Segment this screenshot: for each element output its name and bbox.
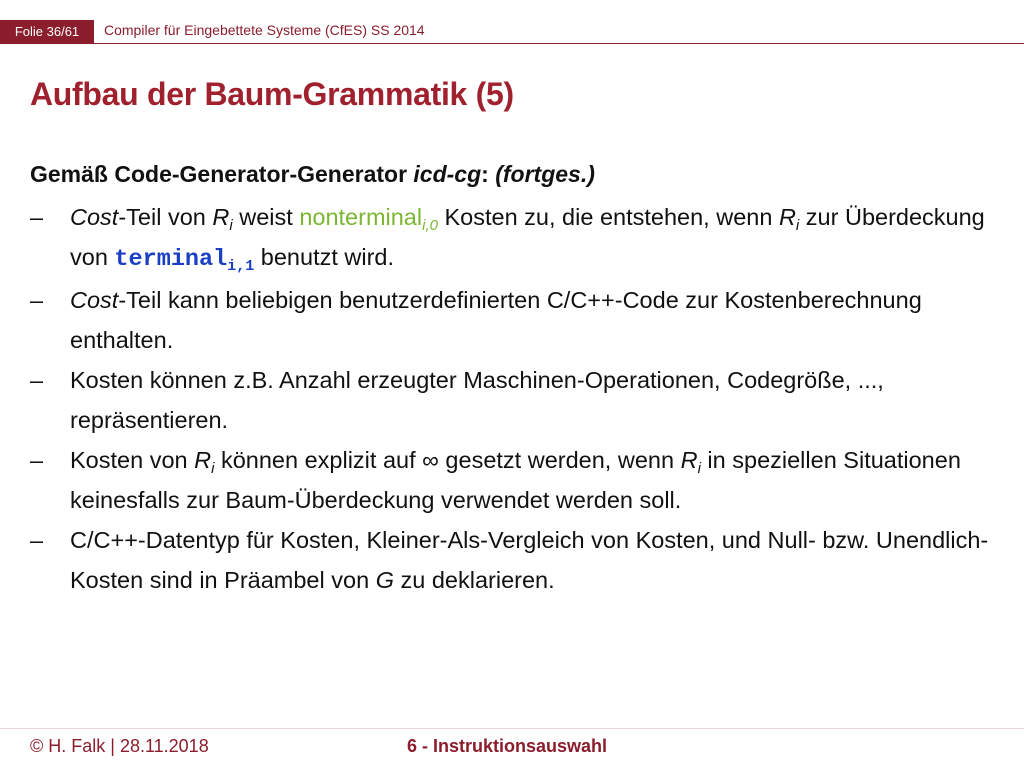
bullet-text-segment: -Teil von <box>118 204 213 230</box>
subtitle-suffix: (fortges.) <box>488 161 595 187</box>
subtitle-tool-name: icd-cg <box>413 161 482 187</box>
bullet-text-segment: zu deklarieren. <box>393 567 555 593</box>
bullet-text-segment: Cost <box>70 204 119 230</box>
bullet-text-segment: in speziellen Situationen keinesfalls zur Baum-Überdeckung verwendet werden soll. <box>70 447 961 513</box>
bullet-text-segment: Kosten können z.B. Anzahl erzeugter Maschinen-Operationen, Codegröße, ..., repräsentieren. <box>70 367 884 433</box>
footer-divider <box>0 728 1024 729</box>
bullet-text-segment: nonterminal <box>299 204 423 230</box>
bullet-dash: – <box>30 447 44 473</box>
bullet-text-segment: Kosten von <box>70 447 195 473</box>
bullet-text-segment: i,1 <box>227 258 255 275</box>
bullet-dash: – <box>30 367 44 393</box>
bullet-text-segment: zur Überdeckung von <box>70 204 985 270</box>
bullet-text-segment: Kosten zu, die entstehen, wenn <box>437 204 779 230</box>
bullet-dash: – <box>30 527 44 553</box>
bullet-text-segment: G <box>375 567 394 593</box>
bullet-text-segment: i <box>211 460 215 477</box>
slide-subtitle <box>30 161 595 188</box>
bullet-text-segment: i <box>795 217 800 234</box>
bullet-item <box>30 360 1005 440</box>
bullet-list <box>30 197 1005 600</box>
footer-author-date: © H. Falk | 28.11.2018 <box>30 736 209 756</box>
bullet-text-segment: Cost <box>70 287 119 313</box>
bullet-item <box>30 520 1005 600</box>
bullet-text-segment: -Teil kann beliebigen benutzerdefinierten C/C++-Code zur Kostenberechnung enthalten. <box>70 287 922 353</box>
bullet-text-segment: C/C++-Datentyp für Kosten, Kleiner-Als-Vergleich von Kosten, und Null- bzw. Unendlich-Kosten sind in Präambel von <box>70 527 989 593</box>
bullet-item <box>30 280 1005 360</box>
header-divider <box>0 43 1024 44</box>
slide-number-badge: Folie 36/61 <box>0 20 94 44</box>
bullet-text-segment: R <box>194 447 212 473</box>
course-title: Compiler für Eingebettete Systeme (CfES) SS 2014 <box>104 22 425 38</box>
bullet-text-segment: benutzt wird. <box>254 244 395 270</box>
bullet-text-segment: i <box>697 460 701 477</box>
subtitle-prefix: Gemäß Code-Generator-Generator <box>30 161 414 187</box>
bullet-text-segment: R <box>778 204 796 230</box>
bullet-text-segment: i,0 <box>422 217 438 234</box>
bullet-item <box>30 440 1005 520</box>
bullet-text-segment: R <box>680 447 698 473</box>
footer-chapter: 6 - Instruktionsauswahl <box>407 736 608 756</box>
subtitle-colon: : <box>481 161 489 187</box>
bullet-item <box>30 197 1005 280</box>
bullet-text-segment: terminal <box>114 246 228 273</box>
bullet-text-segment: können explizit auf ∞ gesetzt werden, wenn <box>214 447 681 473</box>
bullet-dash: – <box>30 204 44 230</box>
bullet-text-segment: weist <box>232 204 300 230</box>
slide-title: Aufbau der Baum-Grammatik (5) <box>30 76 514 112</box>
bullet-dash: – <box>30 287 44 313</box>
bullet-text-segment: i <box>229 217 233 234</box>
bullet-text-segment: R <box>212 204 230 230</box>
